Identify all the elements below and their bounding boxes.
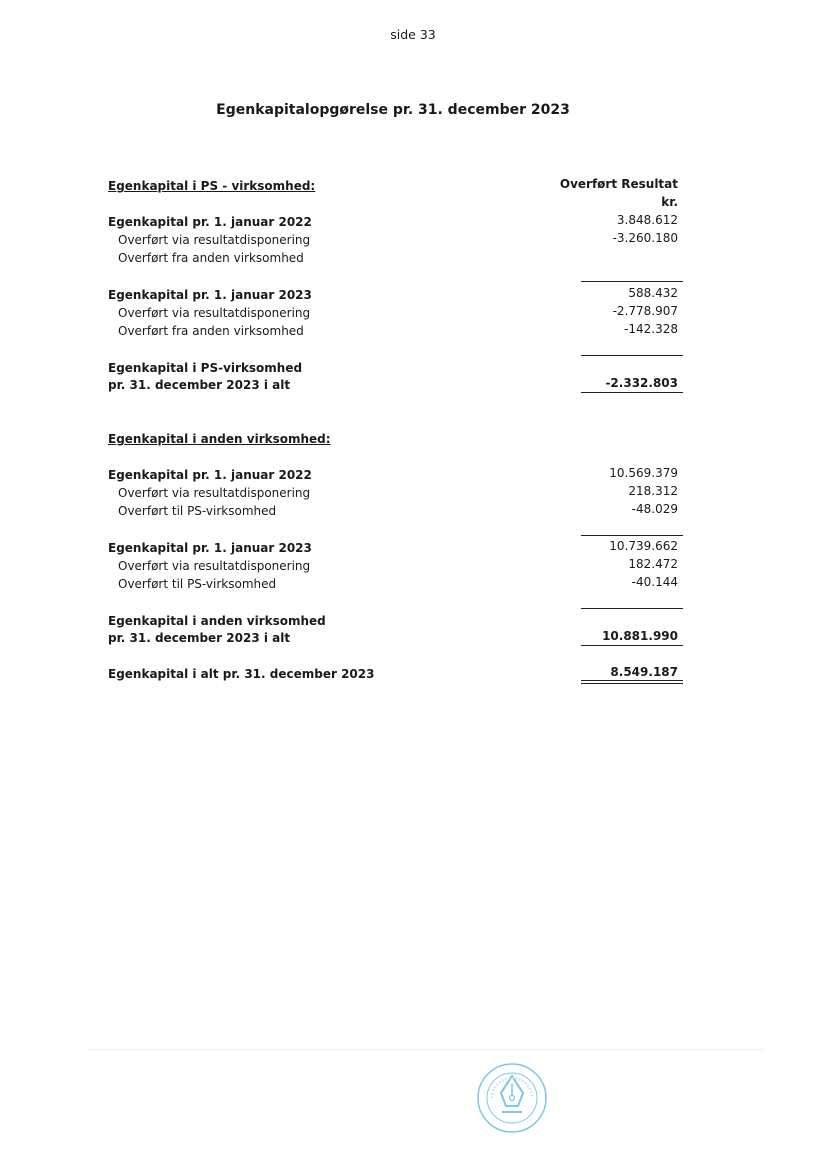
grand-total-double-rule xyxy=(581,680,683,684)
other-start-2023-label: Egenkapital pr. 1. januar 2023 xyxy=(108,541,312,555)
column-header-line1: Overført Resultat xyxy=(559,177,678,191)
ps-total-label-1: Egenkapital i PS-virksomhed xyxy=(108,361,303,375)
ps-transfer-other-2023-value: -142.328 xyxy=(624,322,678,336)
other-start-2023-value: 10.739.662 xyxy=(609,539,678,553)
other-subtotal-rule-1 xyxy=(581,535,683,536)
ps-transfer-other-2022-label: Overført fra anden virksomhed xyxy=(118,251,304,265)
other-transfer-result-2022-label: Overført via resultatdisponering xyxy=(118,486,311,500)
column-header xyxy=(560,175,678,211)
ps-start-2022-value: 3.848.612 xyxy=(616,213,678,227)
ps-transfer-other-2023-label: Overført fra anden virksomhed xyxy=(118,324,304,338)
page-title: Egenkapitalopgørelse pr. 31. december 2023 xyxy=(216,102,570,118)
other-transfer-ps-2022-value: -48.029 xyxy=(631,502,678,516)
other-subtotal-rule-2 xyxy=(581,608,683,609)
other-section-heading: Egenkapital i anden virksomhed: xyxy=(108,432,331,446)
other-transfer-result-2023-value: 182.472 xyxy=(628,557,678,571)
ps-start-2022-label: Egenkapital pr. 1. januar 2022 xyxy=(108,215,312,229)
grand-total-label: Egenkapital i alt pr. 31. december 2023 xyxy=(108,667,375,681)
ps-subtotal-rule-2 xyxy=(581,355,683,356)
ps-start-2023-label: Egenkapital pr. 1. januar 2023 xyxy=(108,288,312,302)
ps-total-label-2: pr. 31. december 2023 i alt xyxy=(108,378,291,392)
ps-section-heading: Egenkapital i PS - virksomhed: xyxy=(108,179,316,193)
ps-start-2023-value: 588.432 xyxy=(628,286,678,300)
other-transfer-result-2022-value: 218.312 xyxy=(628,484,678,498)
other-total-rule xyxy=(581,645,683,646)
other-transfer-ps-2022-label: Overført til PS-virksomhed xyxy=(118,504,277,518)
page-number: side 33 xyxy=(390,27,436,42)
other-transfer-ps-2023-label: Overført til PS-virksomhed xyxy=(118,577,277,591)
ps-total-value: -2.332.803 xyxy=(605,376,678,390)
column-header-line2: kr. xyxy=(661,195,678,209)
other-total-value: 10.881.990 xyxy=(602,629,678,643)
ps-transfer-result-2022-label: Overført via resultatdisponering xyxy=(118,233,311,247)
ps-transfer-result-2023-value: -2.778.907 xyxy=(612,304,678,318)
other-total-label-2: pr. 31. december 2023 i alt xyxy=(108,631,291,645)
other-start-2022-label: Egenkapital pr. 1. januar 2022 xyxy=(108,468,312,482)
footer-divider xyxy=(88,1049,764,1050)
grand-total-value: 8.549.187 xyxy=(610,665,678,679)
other-total-label-1: Egenkapital i anden virksomhed xyxy=(108,614,326,628)
ps-transfer-result-2023-label: Overført via resultatdisponering xyxy=(118,306,311,320)
pen-nib-seal-icon xyxy=(476,1062,548,1134)
other-transfer-result-2023-label: Overført via resultatdisponering xyxy=(118,559,311,573)
other-transfer-ps-2023-value: -40.144 xyxy=(631,575,678,589)
ps-subtotal-rule-1 xyxy=(581,281,683,282)
ps-total-rule xyxy=(581,392,683,393)
other-start-2022-value: 10.569.379 xyxy=(609,466,678,480)
ps-transfer-result-2022-value: -3.260.180 xyxy=(612,231,678,245)
